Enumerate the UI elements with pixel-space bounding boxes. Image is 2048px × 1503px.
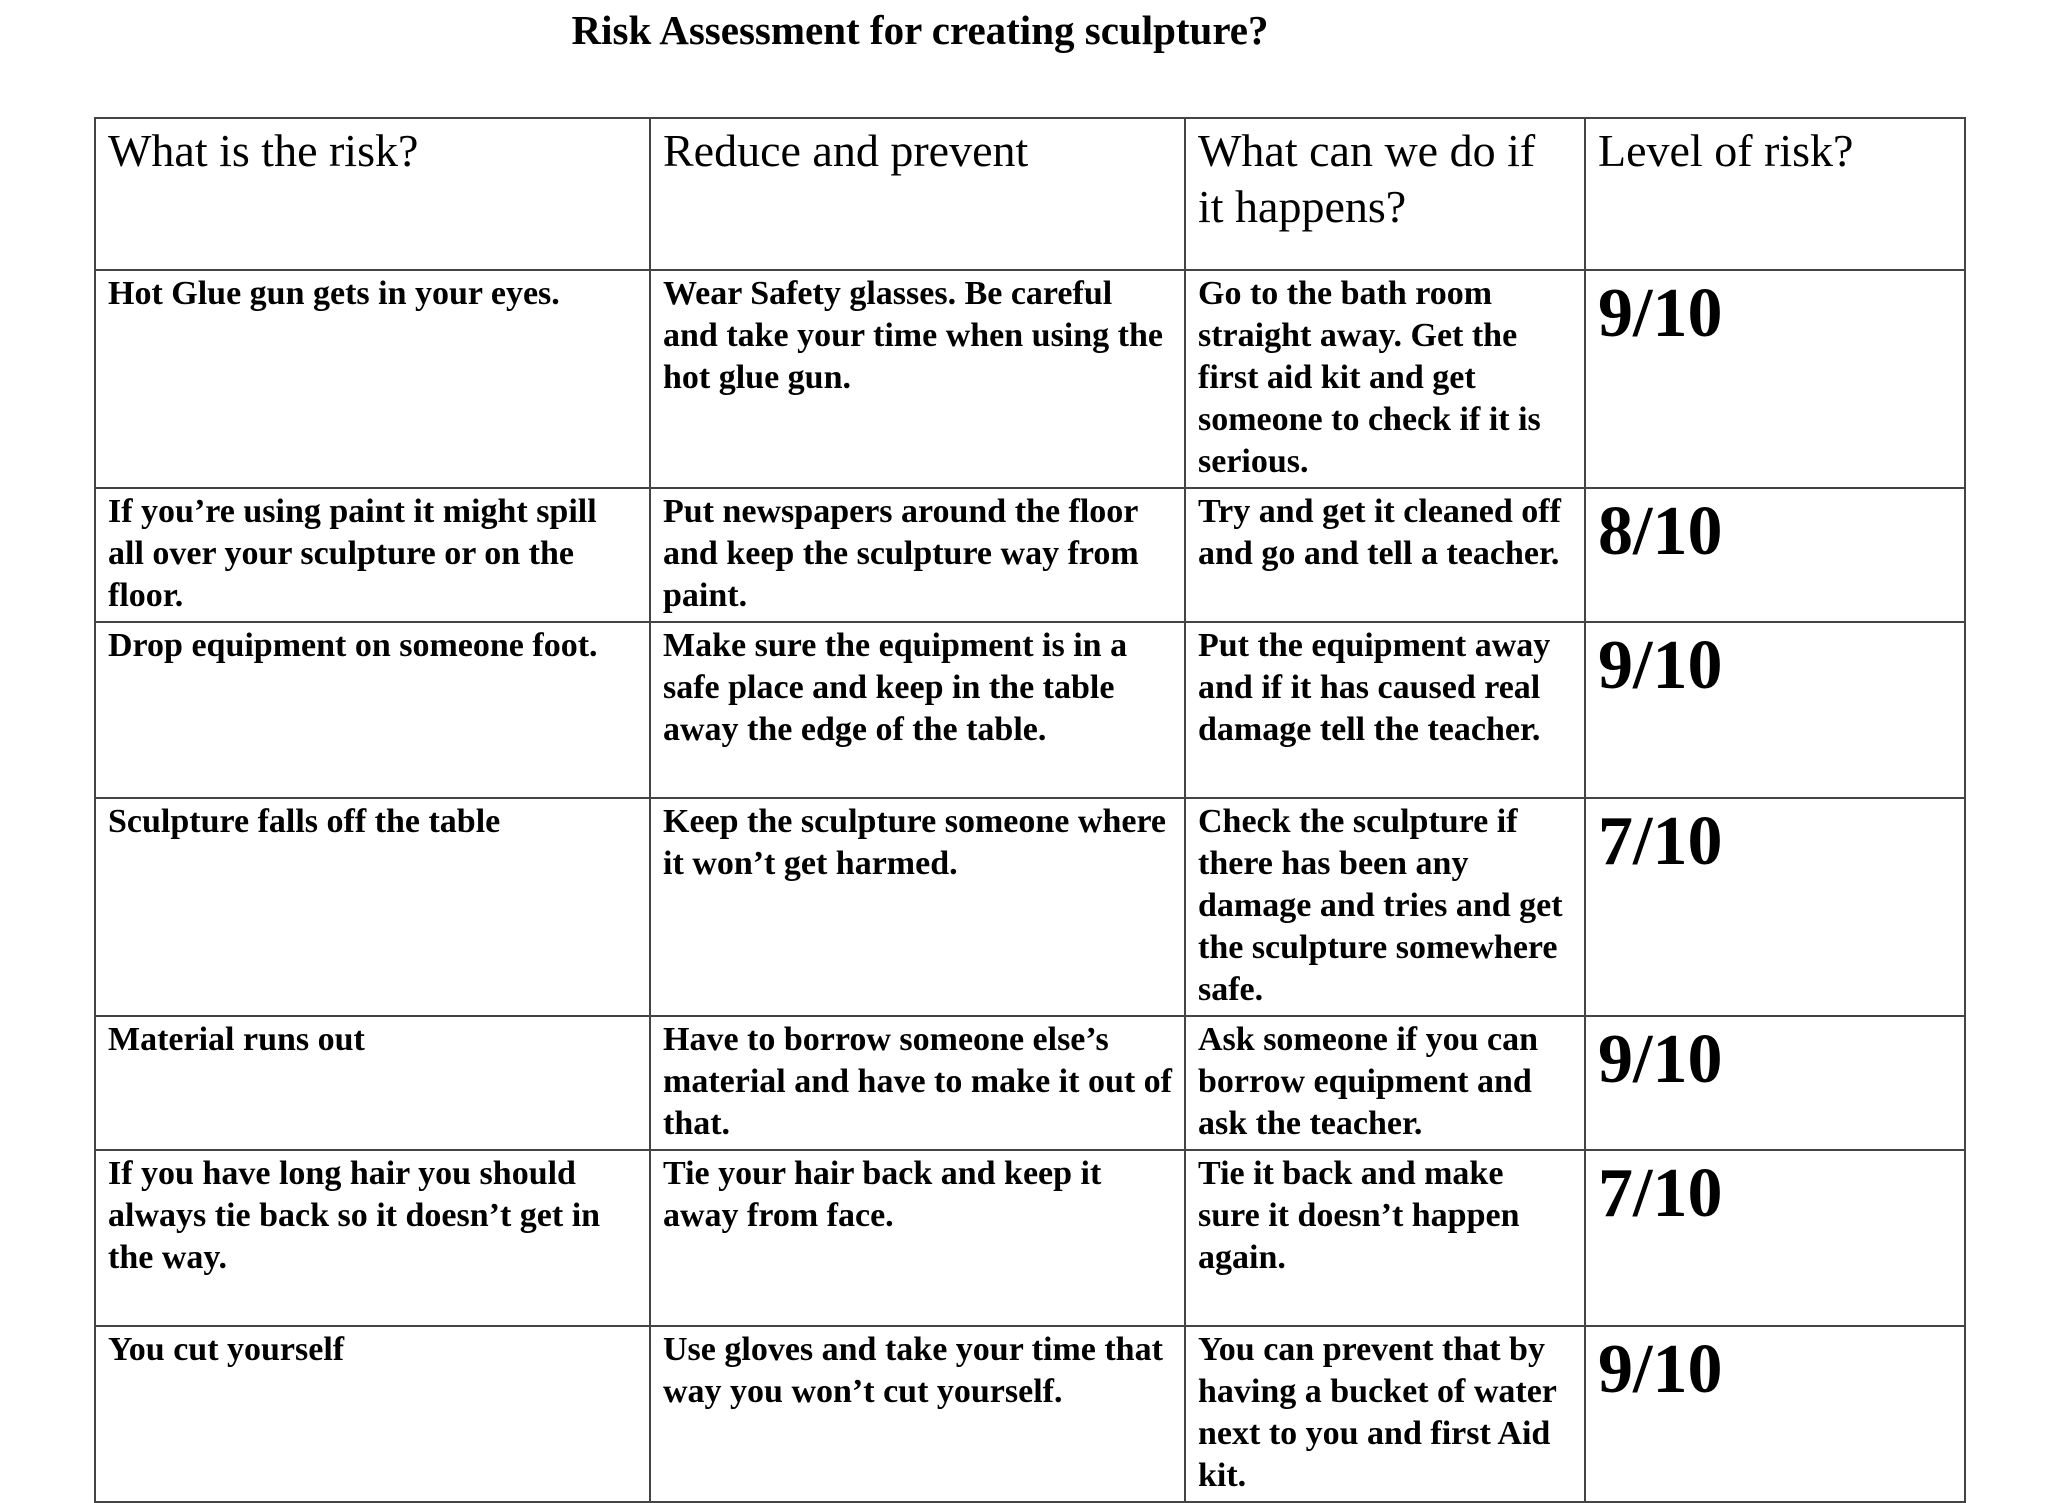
risk-cell: Material runs out [95,1016,650,1150]
level-cell: 8/10 [1585,488,1965,622]
table-row [95,270,1965,488]
table-row [95,1326,1965,1502]
table-header-row [95,118,1965,270]
action-cell: Ask someone if you can borrow equipment and ask the teacher. [1185,1016,1585,1150]
risk-cell: You cut yourself [95,1326,650,1502]
table-row [95,622,1965,798]
level-cell: 7/10 [1585,1150,1965,1326]
level-cell: 9/10 [1585,1016,1965,1150]
action-cell: Tie it back and make sure it doesn’t happen again. [1185,1150,1585,1326]
risk-cell: Hot Glue gun gets in your eyes. [95,270,650,488]
table-row [95,798,1965,1016]
table-row [95,1016,1965,1150]
header-what-if-happens: What can we do if it happens? [1185,118,1585,270]
reduce-cell: Tie your hair back and keep it away from face. [650,1150,1185,1326]
header-risk: What is the risk? [95,118,650,270]
risk-cell: Sculpture falls off the table [95,798,650,1016]
risk-cell: Drop equipment on someone foot. [95,622,650,798]
action-cell: Check the sculpture if there has been any damage and tries and get the sculpture somewhere safe. [1185,798,1585,1016]
level-cell: 9/10 [1585,622,1965,798]
page-title: Risk Assessment for creating sculpture? [571,7,1269,53]
reduce-cell: Use gloves and take your time that way you won’t cut yourself. [650,1326,1185,1502]
action-cell: Put the equipment away and if it has caused real damage tell the teacher. [1185,622,1585,798]
table-row [95,488,1965,622]
risk-cell: If you’re using paint it might spill all over your sculpture or on the floor. [95,488,650,622]
header-level-of-risk: Level of risk? [1585,118,1965,270]
reduce-cell: Have to borrow someone else’s material and have to make it out of that. [650,1016,1185,1150]
level-cell: 7/10 [1585,798,1965,1016]
level-cell: 9/10 [1585,270,1965,488]
reduce-cell: Wear Safety glasses. Be careful and take your time when using the hot glue gun. [650,270,1185,488]
risk-cell: If you have long hair you should always tie back so it doesn’t get in the way. [95,1150,650,1326]
level-cell: 9/10 [1585,1326,1965,1502]
table-row [95,1150,1965,1326]
action-cell: You can prevent that by having a bucket of water next to you and first Aid kit. [1185,1326,1585,1502]
reduce-cell: Make sure the equipment is in a safe place and keep in the table away the edge of the table. [650,622,1185,798]
reduce-cell: Keep the sculpture someone where it won’t get harmed. [650,798,1185,1016]
header-reduce-prevent: Reduce and prevent [650,118,1185,270]
reduce-cell: Put newspapers around the floor and keep the sculpture way from paint. [650,488,1185,622]
action-cell: Try and get it cleaned off and go and tell a teacher. [1185,488,1585,622]
risk-assessment-table [94,117,1966,1503]
action-cell: Go to the bath room straight away. Get the first aid kit and get someone to check if it is serious. [1185,270,1585,488]
